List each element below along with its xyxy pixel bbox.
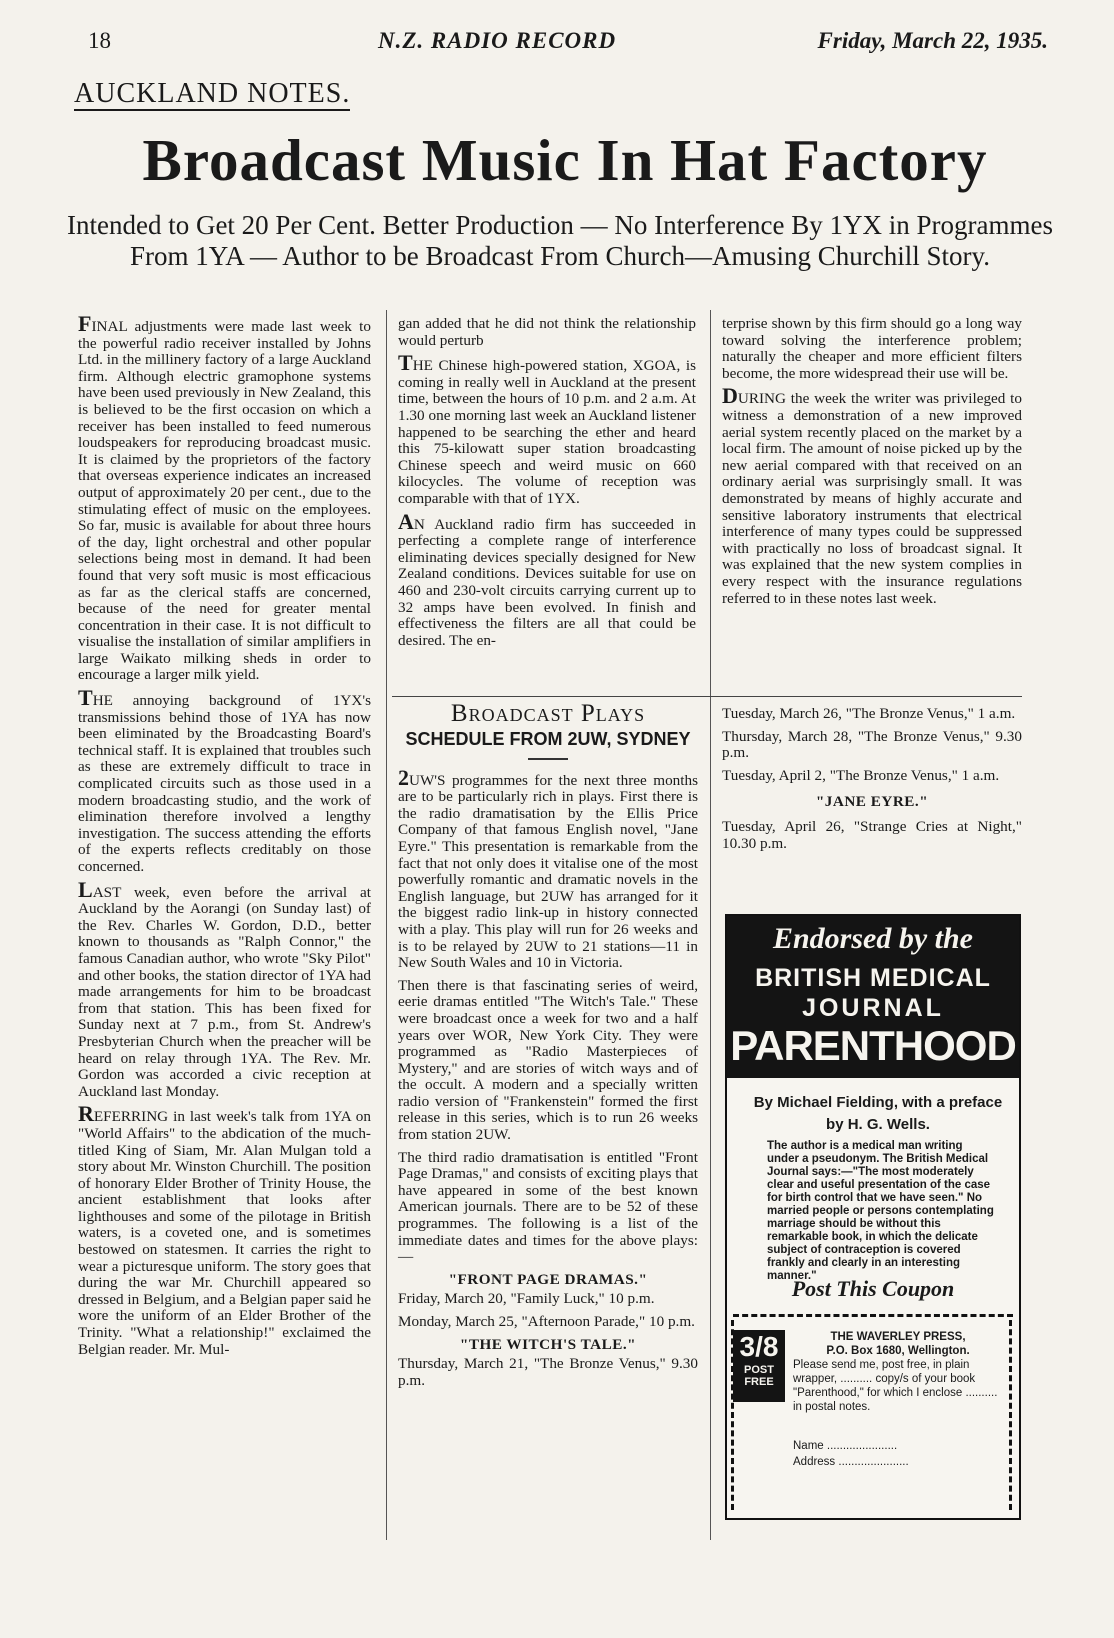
ad-book-title: PARENTHOOD bbox=[730, 1022, 1016, 1069]
coupon-name-field: Name ...................... bbox=[793, 1440, 898, 1452]
article-column-1 bbox=[78, 311, 371, 1364]
broadcast-plays-article bbox=[398, 702, 698, 1395]
parenthood-advertisement bbox=[725, 914, 1021, 1520]
paragraph-text: EFERRING in last week's talk from 1YA on "World Affairs" to the abdication of the much-titled King of Siam, Mr. Alan Mulgan told a story about Mr. Winston Churchill. The position of honorary Elder Brother of Trinity House, the ancient establishment that looks after lighthouses and some of the pilotage in British waters, is a coveted one, and is sometimes bestowed on statesmen. It carries the right to wear a picturesque uniform. The story goes that during the war Mr. Churchill appeared so dressed in Belgium, and a Belgian paper said he wore the uniform of an Elder Brother of the Trinity. "What a relationship!" exclaimed the Belgian reader. Mr. Mul- bbox=[78, 1108, 371, 1358]
witchs-tale-heading: "THE WITCH'S TALE." bbox=[459, 1335, 637, 1353]
broadcast-plays-continued bbox=[722, 706, 1022, 858]
title-dash bbox=[528, 758, 568, 760]
article-paragraph bbox=[78, 1101, 371, 1358]
drop-cap: D bbox=[722, 383, 738, 409]
coupon-cut-line bbox=[1009, 1320, 1012, 1510]
headline: Broadcast Music In Hat Factory bbox=[142, 127, 988, 193]
paragraph-text: HE annoying background of 1YX's transmissions behind those of 1YA has now been eliminated by the Broadcasting Board's technical staff. It is explained that troubles such as these are extremely difficult to trace in complicated circuits such as those used in a modern broadcasting studio, and the work of elimination therefore involved a lengthy investigation. The success attending the efforts of the experts reflects creditably on those concerned. bbox=[78, 692, 371, 875]
drop-cap: 2 bbox=[398, 764, 409, 790]
ad-banner bbox=[727, 916, 1019, 1078]
article-paragraph bbox=[78, 685, 371, 876]
section-title-text: AUCKLAND NOTES. bbox=[74, 78, 351, 109]
ad-post-coupon: Post This Coupon bbox=[791, 1276, 955, 1301]
article-paragraph bbox=[398, 350, 696, 507]
publication-name: N.Z. RADIO RECORD bbox=[378, 28, 617, 53]
page-number: 18 bbox=[88, 28, 111, 53]
paragraph-text: terprise shown by this firm should go a long way toward solving the interference problem; naturally the cheaper and more efficient filters become, the more widespread their use will be. bbox=[722, 315, 1022, 382]
issue-date: Friday, March 22, 1935. bbox=[817, 28, 1048, 53]
plays-paragraph: Then there is that fascinating series of weird, eerie dramas entitled "The Witch's Tale." These were broadcast once a week for two and a half years over WOR, New York City. They were programmed as "Radio Masterpieces of Mystery," and are stories of witch ways and of the occult. A modern and a specially written radio version of "Frankenstein" formed the first release in this series, which is to run 26 weeks from station 2UW. bbox=[398, 976, 698, 1144]
ad-endorsed-text: Endorsed by the bbox=[772, 922, 973, 955]
schedule-entry: Tuesday, April 26, "Strange Cries at Night," 10.30 p.m. bbox=[722, 817, 1022, 852]
coupon-cut-line bbox=[733, 1314, 1013, 1317]
article-column-3 bbox=[722, 316, 1022, 613]
ad-price-badge bbox=[733, 1330, 785, 1402]
plays-paragraph bbox=[398, 764, 698, 972]
jane-eyre-heading: "JANE EYRE." bbox=[815, 793, 929, 811]
paragraph-text: URING the week the writer was privileged to witness a demonstration of a new improved aerial system recently placed on the market by a local firm. The amount of noise picked up by the new aerial compared with that received on an ordinary aerial was surprisingly small. It was demonstrated by means of highly accurate and sensitive laboratory instruments that electrical interference of many types could be suppressed with practically no loss of broadcast signal. It was explained that the new system complies in every respect with the insurance regulations referred to in these notes last week. bbox=[722, 390, 1022, 607]
paragraph-text: HE Chinese high-powered station, XGOA, is coming in really well in Auckland at the present time, between the hours of 10 p.m. and 2 a.m. At 1.30 one morning last week an Auckland listener happened to be searching the ether and heard this 75-kilowatt super station broadcasting Chinese speech and weird music on 660 kilocycles. The volume of reception was comparable with that of 1YX. bbox=[398, 357, 696, 507]
ad-price-note: POST FREE bbox=[744, 1364, 774, 1388]
drop-cap: T bbox=[78, 685, 93, 711]
schedule-entry: Friday, March 20, "Family Luck," 10 p.m. bbox=[398, 1290, 655, 1308]
subheadline: Intended to Get 20 Per Cent. Better Production — No Interference By 1YX in Programmes From 1YA — Author to be Broadcast From Church—Amusing Churchill Story. bbox=[66, 210, 1053, 271]
section-divider bbox=[392, 696, 1022, 697]
paragraph-text: N Auckland radio firm has succeeded in perfecting a complete range of interference eliminating devices specially designed for New Zealand conditions. Devices suitable for use on 460 and 230-volt circuits carrying current up to 32 amps have been evolved. In finish and effectiveness the filters are all that could be desired. The en- bbox=[398, 515, 696, 649]
drop-cap: F bbox=[78, 311, 92, 336]
column-divider bbox=[386, 310, 387, 1540]
article-paragraph bbox=[398, 316, 696, 349]
drop-cap: T bbox=[398, 350, 413, 376]
plays-subtitle: SCHEDULE FROM 2UW, SYDNEY bbox=[405, 728, 691, 749]
ad-address: P.O. Box 1680, Wellington. bbox=[826, 1345, 970, 1357]
schedule-entry: Thursday, March 28, "The Bronze Venus," 9.30 p.m. bbox=[722, 727, 1022, 762]
plays-title: Broadcast Plays bbox=[450, 700, 646, 727]
paragraph-text: AST week, even before the arrival at Auckland by the Aorangi (on Sunday last) of the Rev. Charles W. Gordon, D.D., better known to thousands as "Ralph Connor," the famous Canadian author, who wrote "Sky Pilot" and other books, the station director of 1YA had made arrangements for him to be broadcast from that station. This has been fixed for Sunday next at 7 p.m., from St. Andrew's Presbyterian Church when the preacher will be heard on relay through 1YA. The Rev. Mr. Gordon was accorded a civic reception at Auckland last Monday. bbox=[78, 883, 371, 1100]
article-paragraph bbox=[78, 311, 371, 684]
article-paragraph bbox=[722, 316, 1022, 382]
ad-coupon-fields bbox=[793, 1438, 1003, 1470]
article-column-2 bbox=[398, 316, 696, 655]
drop-cap: R bbox=[78, 1101, 94, 1127]
article-paragraph bbox=[78, 876, 371, 1101]
article-paragraph bbox=[722, 383, 1022, 607]
plays-paragraph: The third radio dramatisation is entitled "Front Page Dramas," and consists of exciting plays that have appeared in some of the best known American journals. There are to be 52 of these programmes. The following is a list of the immediate dates and times for the above plays:— bbox=[398, 1148, 698, 1266]
paragraph-text: UW'S programmes for the next three months are to be particularly rich in plays. First there is the radio dramatisation by the Ellis Price Company of that famous English novel, "Jane Eyre." This presentation is remarkable from the fact that not only does it vitalise one of the most powerfully romantic and dramatic novels in the English language, but 2UW has arranged for it the biggest radio link-up in history connected with a play. This play will run for 26 weeks and is to be relayed by 2UW to 21 stations—11 in New South Wales and 10 in Victoria. bbox=[398, 771, 698, 972]
drop-cap: L bbox=[78, 876, 93, 902]
article-paragraph bbox=[398, 508, 696, 650]
ad-company: THE WAVERLEY PRESS, bbox=[830, 1331, 966, 1343]
ad-byline: By Michael Fielding, with a preface by H. G. Wells. bbox=[753, 1094, 1003, 1133]
schedule-entry: Monday, March 25, "Afternoon Parade," 10 p.m. bbox=[398, 1313, 695, 1330]
schedule-entry: Tuesday, March 26, "The Bronze Venus," 1 a.m. bbox=[722, 705, 1016, 722]
ad-body-text: The author is a medical man writing under a pseudonym. The British Medical Journal says:—"The most moderately clear and useful presentation of the case for birth control that we have seen." No married people or persons contemplating marriage should be without this remarkable book, in which the delicate subject of contraception is covered frankly and clearly in an interesting manner." bbox=[767, 1140, 994, 1282]
paragraph-text: gan added that he did not think the relationship would perturb bbox=[398, 315, 696, 349]
masthead bbox=[88, 28, 1048, 62]
ad-coupon bbox=[793, 1330, 1003, 1414]
ad-coupon-text: Please send me, post free, in plain wrapper, .......... copy/s of your book "Parenthood," for which I enclose .......... in postal notes. bbox=[793, 1359, 998, 1413]
ad-bmj-line-1: BRITISH MEDICAL bbox=[755, 964, 991, 992]
schedule-entry: Tuesday, April 2, "The Bronze Venus," 1 a.m. bbox=[722, 766, 1000, 784]
front-page-dramas-heading: "FRONT PAGE DRAMAS." bbox=[448, 1270, 648, 1288]
coupon-address-field: Address ...................... bbox=[793, 1456, 909, 1468]
paragraph-text: INAL adjustments were made last week to the powerful radio receiver installed by Johns Ltd. in the millinery factory of a large Auckland firm. Although electric gramophone systems have been used previously in New Zealand, this is believed to be the first occasion on which a receiver has been installed to feed numerous loudspeakers for reproducing broadcast music. It is claimed by the proprietors of the factory that overseas experience indicates an increased output of approximately 20 per cent., due to the stimulating effect of music on the employees. So far, music is available for about three hours of the day, light orchestral and other popular selections being most in demand. It had been found that very soft music is most efficacious as far as the clerical staffs are concerned, because of the need for greater mental concentration in their case. It is not difficult to visualise the installation of similar amplifiers in large Waikato milking sheds in order to encourage a larger milk yield. bbox=[78, 318, 371, 684]
column-divider bbox=[710, 310, 711, 1540]
section-title bbox=[74, 78, 350, 110]
drop-cap: A bbox=[398, 508, 414, 534]
ad-bmj-line-2: JOURNAL bbox=[802, 994, 944, 1022]
schedule-entry: Thursday, March 21, "The Bronze Venus," 9.30 p.m. bbox=[398, 1355, 698, 1389]
ad-price: 3/8 bbox=[739, 1331, 779, 1362]
